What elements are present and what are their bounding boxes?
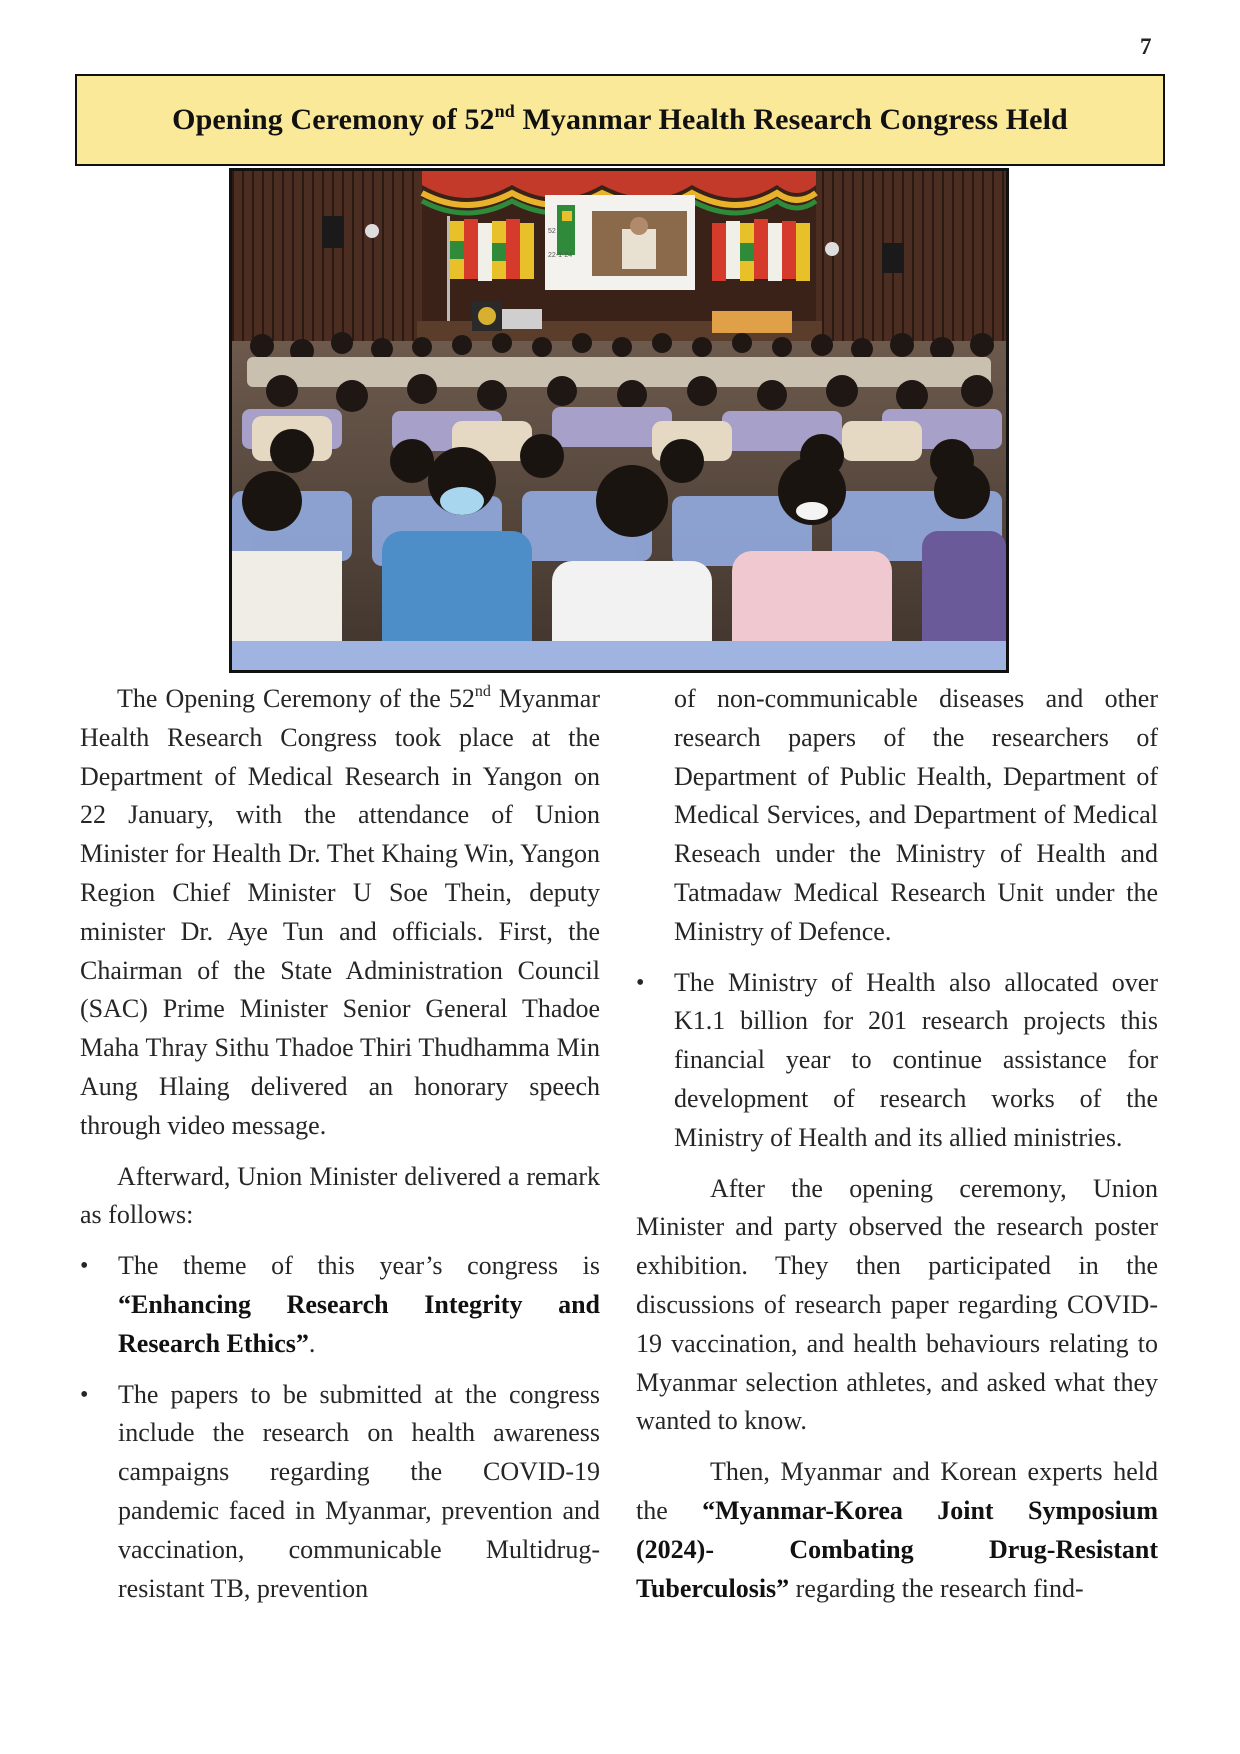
article-paragraph-2: Afterward, Union Minister delivered a remark as follows: xyxy=(80,1161,600,1230)
screen-number-text: 52 xyxy=(548,228,556,235)
headline-banner xyxy=(75,74,1165,166)
bullet-papers-continued: of non-communicable diseases and other research papers of the researchers of Department of Public Health, Department of Medical Services, and Department of Medical Reseach under the Ministry of Health and Tatmadaw Medical Research Unit under the Ministry of Defence. xyxy=(674,684,1158,946)
bullet-funding: • The Ministry of Health also allocated over K1.1 billion for 201 research projects this financial year to continue assistance for development of research works of the Ministry of Health and its allied ministries. xyxy=(636,964,1158,1158)
article-left-column xyxy=(80,680,600,1608)
article-paragraph-3: After the opening ceremony, Union Minister and party observed the research poster exhibition. They then participated in the discussions of research paper regarding COVID-19 vaccination, and health behaviours relating to Myanmar selection athletes, and asked what they wanted to know. xyxy=(636,1173,1158,1436)
article-paragraph-1: The Opening Ceremony of the 52nd Myanmar Health Research Congress took place at the Department of Medical Research in Yangon on 22 January, with the attendance of Union Minister for Health Dr. Thet Khaing Win, Yangon Region Chief Minister U Soe Thein, deputy minister Dr. Aye Tun and officials. First, the Chairman of the State Administration Council (SAC) Prime Minister Senior General Thadoe Maha Thray Sithu Thadoe Thiri Thudhamma Min Aung Hlaing delivered an honorary speech through video message. xyxy=(80,683,600,1140)
article-right-column xyxy=(636,680,1158,1608)
ceremony-photo xyxy=(229,168,1009,673)
page-title: Opening Ceremony of 52nd Myanmar Health Research Congress Held xyxy=(172,101,1068,136)
screen-date-text: 22-1-24 xyxy=(548,252,573,259)
bullet-theme: • The theme of this year’s congress is “Enhancing Research Integrity and Research Ethics”. xyxy=(80,1247,600,1363)
article-paragraph-4: Then, Myanmar and Korean experts held the “Myanmar-Korea Joint Symposium (2024)- Combating Drug-Resistant Tuberculosis” regarding the research find- xyxy=(636,1457,1158,1603)
page-number: 7 xyxy=(1140,34,1152,59)
bullet-papers: • The papers to be submitted at the congress include the research on health awareness campaigns regarding the COVID-19 pandemic faced in Myanmar, prevention and vaccination, communicable Multidrug-resistant TB, prevention xyxy=(80,1376,600,1609)
